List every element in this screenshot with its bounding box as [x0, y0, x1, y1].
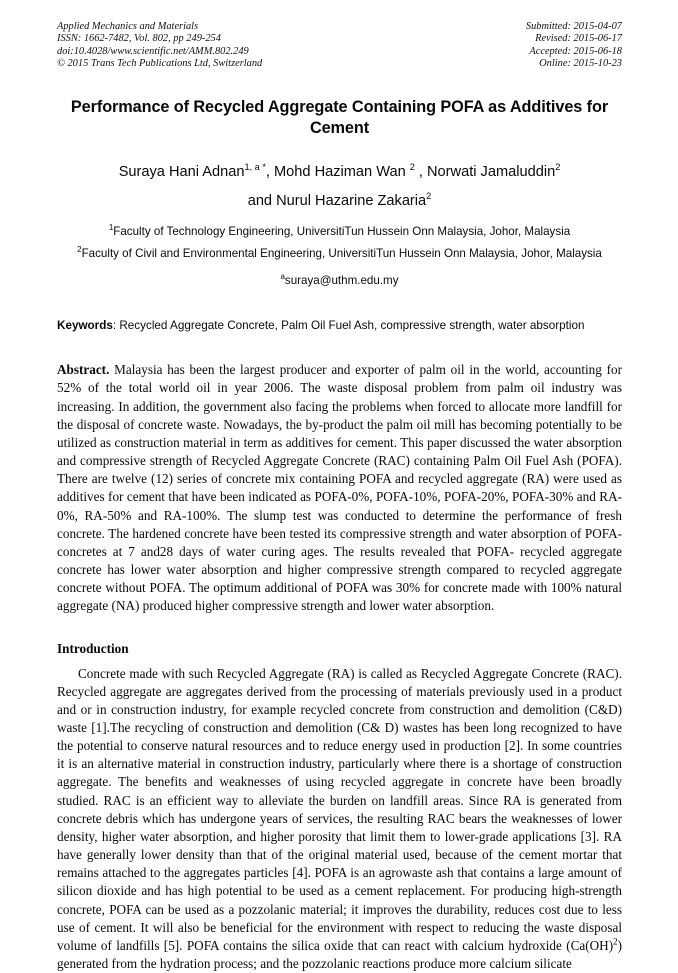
journal-issn-volume: ISSN: 1662-7482, Vol. 802, pp 249-254 [57, 33, 262, 45]
author-name-4: and Nurul Hazarine Zakaria [248, 193, 426, 209]
abstract-text: Malaysia has been the largest producer and exporter of palm oil in the world, accounting for 52% of the total world oil in year 2006. The waste disposal problem from palm oil industry was increasing. In addition, the government also facing the problems when forced to allocate more landfill for the disposal of concrete waste. Nowadays, the by-product the palm oil mill has becoming potentially to be utilized as construction material in term as additives for cement. This paper discussed the water absorption and compressive strength of Recycled Aggregate Concrete (RAC) containing Palm Oil Fuel Ash (POFA). There are twelve (12) series of concrete mix containing POFA and recycled aggregate (RA) were used as additives for cement that have been indicated as POFA-0%, POFA-10%, POFA-20%, POFA-30% and RA-0%, RA-50% and RA-100%. The slump test was conducted to determine the performance of fresh concrete. The hardened concrete have been tested its compressive strength and water absorption of POFA- concretes at 7 and28 days of water curing ages. The results revealed that POFA- recycled aggregate concrete has lower water absorption and higher compressive strength compared to recycled aggregate concrete without POFA. The optimum additional of POFA was 30% for concrete made with 100% natural aggregate (NA) produced higher compressive strength and lower water absorption. [57, 362, 622, 613]
affiliation-1 [57, 224, 622, 241]
author-list [57, 158, 622, 216]
journal-doi: doi:10.4028/www.scientific.net/AMM.802.249 [57, 46, 262, 58]
author-affiliation-marker-3: 2 [555, 162, 560, 172]
keywords-separator: : [113, 319, 120, 332]
affiliation-text-2: Faculty of Civil and Environmental Engineering, UniversitiTun Hussein Onn Malaysia, Johor, Malaysia [82, 247, 602, 260]
abstract-label: Abstract. [57, 362, 109, 377]
accepted-date: Accepted: 2015-06-18 [526, 46, 622, 58]
author-line-2 [57, 187, 622, 216]
online-date: Online: 2015-10-23 [526, 58, 622, 70]
submission-dates-block [526, 21, 622, 71]
revised-date: Revised: 2015-06-17 [526, 33, 622, 45]
author-affiliation-marker-2: 2 [410, 162, 415, 172]
introduction-text-part2: ) generated from the hydration process; and the pozzolanic reactions produce more calcium silicate [57, 938, 622, 971]
affiliation-marker-2: 2 [77, 245, 81, 254]
journal-identification-block [57, 21, 262, 71]
author-line-1 [57, 158, 622, 187]
keywords-text: Recycled Aggregate Concrete, Palm Oil Fuel Ash, compressive strength, water absorption [119, 319, 584, 332]
journal-name: Applied Mechanics and Materials [57, 21, 262, 33]
introduction-text-part1: Concrete made with such Recycled Aggregate (RA) is called as Recycled Aggregate Concrete (RAC). Recycled aggregate are aggregates derived from the processing of materials previously used in a product and or in construction industry, for example recycled concrete from construction and demolition (C&D) waste [1].The recycling of construction and demolition (C& D) wastes has been long recognized to have the potential to conserve natural resources and to reduce energy used in production [2]. In some countries it is an alternative material in construction industry, particularly where there is a shortage of construction aggregate. The benefits and weaknesses of using recycled aggregate in concrete have been broadly studied. RAC is an efficient way to alleviate the burden on landfill areas. Since RA is generated from concrete debris which has undergone years of services, the resulting RAC bears the weaknesses of lower density, higher water absorption, and higher porosity that limit them to lower-grade applications [3]. RA have generally lower density than that of the original material used, because of the cement mortar that remains attached to the aggregates particles [4]. POFA is an agrowaste ash that contains a large amount of silicon dioxide and has high potential to be used as a cement replacement. For producing high-strength concrete, POFA can be used as a pozzolanic material; it improves the durability, reduces cost due to less use of cement. It will also be beneficial for the environment with respect to reducing the waste disposal volume of landfills [5]. POFA contains the silica oxide that can react with calcium hydroxide (Ca(OH) [57, 666, 622, 953]
affiliation-list [57, 224, 622, 263]
journal-copyright: © 2015 Trans Tech Publications Ltd, Switzerland [57, 58, 262, 70]
author-name-3: , Norwati Jamaluddin [415, 164, 555, 180]
affiliation-2 [57, 246, 622, 263]
author-name-2: , Mohd Haziman Wan [266, 164, 410, 180]
affiliation-marker-1: 1 [109, 223, 113, 232]
submitted-date: Submitted: 2015-04-07 [526, 21, 622, 33]
author-affiliation-marker-1: 1, a * [244, 162, 265, 172]
author-name-1: Suraya Hani Adnan [119, 164, 245, 180]
email-address: suraya@uthm.edu.my [285, 274, 399, 287]
introduction-paragraph [57, 665, 622, 973]
chemical-superscript: 2 [613, 936, 618, 946]
page-content [57, 0, 622, 973]
journal-running-header [57, 0, 622, 71]
author-affiliation-marker-4: 2 [426, 191, 431, 201]
section-heading-introduction: Introduction [57, 640, 622, 658]
keywords-block [57, 317, 622, 335]
keywords-label: Keywords [57, 319, 113, 332]
paper-title: Performance of Recycled Aggregate Containing POFA as Additives for Cement [57, 97, 622, 139]
email-marker: a [280, 272, 284, 281]
abstract-block [57, 361, 622, 615]
affiliation-text-1: Faculty of Technology Engineering, UniversitiTun Hussein Onn Malaysia, Johor, Malaysia [113, 225, 570, 238]
corresponding-author-email [57, 274, 622, 287]
